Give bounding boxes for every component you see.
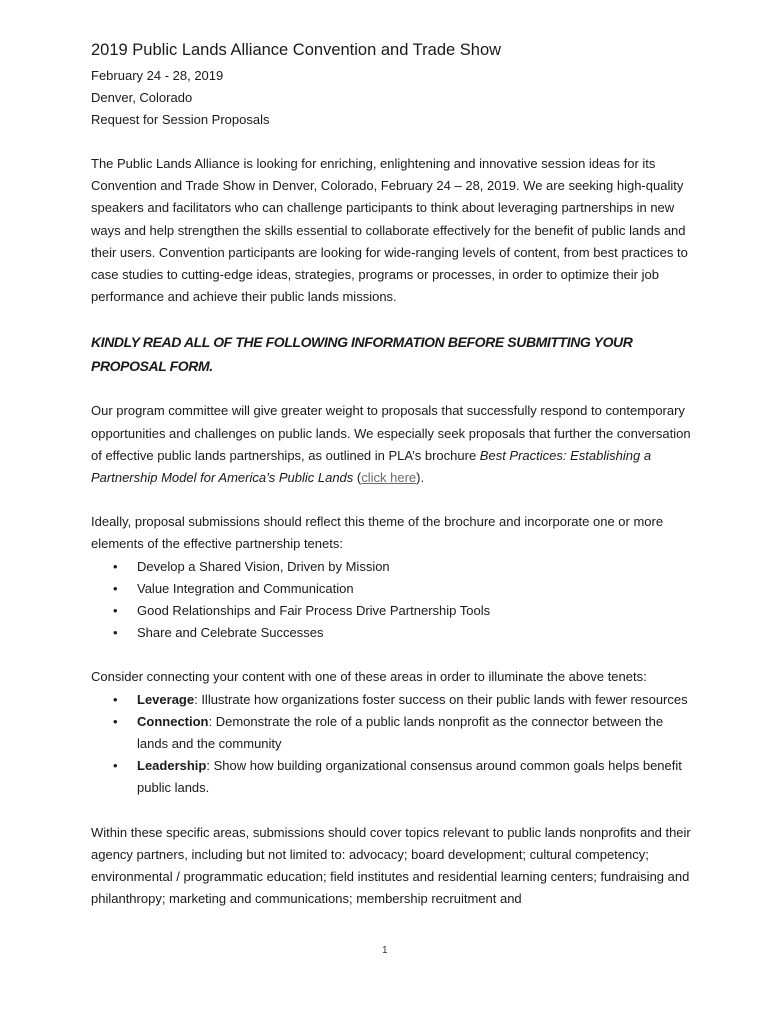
- brochure-title: Best Practices: Establishing a Partnership Model for America’s Public Lands: [91, 447, 652, 486]
- event-dates: February 24 - 28, 2019: [91, 68, 224, 83]
- bullet-icon: •: [113, 558, 118, 574]
- tenets-list: [91, 556, 691, 645]
- document-subtitle: Request for Session Proposals: [91, 112, 270, 127]
- link-close: ).: [416, 470, 425, 486]
- committee-paragraph: [91, 400, 691, 489]
- read-notice: KINDLY READ ALL OF THE FOLLOWING INFORMATION BEFORE SUBMITTING YOUR PROPOSAL FORM.: [91, 334, 633, 375]
- bullet-icon: •: [113, 758, 118, 774]
- area-desc: : Show how building organizational consensus around common goals helps benefit public lands.: [137, 758, 682, 796]
- areas-intro: Consider connecting your content with one of these areas in order to illuminate the above tenets:: [91, 669, 647, 685]
- area-term: Leverage: [137, 691, 195, 707]
- document-body: [91, 40, 691, 910]
- list-item: [91, 711, 691, 755]
- list-item: • Share and Celebrate Successes: [91, 622, 691, 644]
- list-item: • Value Integration and Communication: [91, 578, 691, 600]
- list-item: • Good Relationships and Fair Process Drive Partnership Tools: [91, 600, 691, 622]
- topics-paragraph: Within these specific areas, submissions should cover topics relevant to public lands nonprofits and their agency partners, including but not limited to: advocacy; board development; cultural competency; environmental / programmatic education; field institutes and residential learning centers; fundraising and philanthropy; marketing and communications; membership recruitment and: [91, 824, 691, 907]
- area-desc: : Illustrate how organizations foster success on their public lands with fewer resources: [194, 691, 688, 707]
- area-desc: : Demonstrate the role of a public lands nonprofit as the connector between the lands and the community: [137, 713, 664, 752]
- bullet-icon: •: [113, 691, 118, 707]
- bullet-icon: •: [113, 580, 118, 596]
- area-term: Leadership: [137, 758, 207, 774]
- document-title: 2019 Public Lands Alliance Convention and Trade Show: [91, 41, 502, 59]
- list-item: • Develop a Shared Vision, Driven by Mission: [91, 556, 691, 578]
- list-item: [91, 755, 691, 799]
- tenets-intro: Ideally, proposal submissions should reflect this theme of the brochure and incorporate one or more elements of the effective partnership tenets:: [91, 514, 664, 552]
- bullet-icon: •: [113, 713, 118, 729]
- page-number: 1: [382, 945, 388, 956]
- area-term: Connection: [137, 713, 209, 729]
- intro-paragraph: The Public Lands Alliance is looking for enriching, enlightening and innovative session ideas for its Convention and Trade Show in Denver, Colorado, February 24 – 28, 2019. We are seeking high-quality speakers and facilitators who can challenge participants to think about leveraging partnerships in new ways and help strengthen the skills essential to collaborate effectively for the benefit of public lands and their users. Convention participants are looking for wide-ranging levels of content, from best practices to case studies to cutting-edge ideas, strategies, programs or processes, in order to optimize their job performance and achieve their public lands missions.: [91, 156, 688, 305]
- areas-list: [91, 689, 691, 800]
- bullet-icon: •: [113, 625, 118, 641]
- committee-text: Our program committee will give greater weight to proposals that successfully respond to contemporary opportunities and challenges on public lands. We especially seek proposals that further the conversation of effective public lands partnerships, as outlined in PLA’s brochure: [91, 403, 691, 463]
- bullet-icon: •: [113, 603, 118, 619]
- link-open: (: [353, 470, 362, 486]
- event-location: Denver, Colorado: [91, 90, 193, 105]
- list-item: [91, 689, 691, 711]
- brochure-link[interactable]: click here: [361, 470, 417, 486]
